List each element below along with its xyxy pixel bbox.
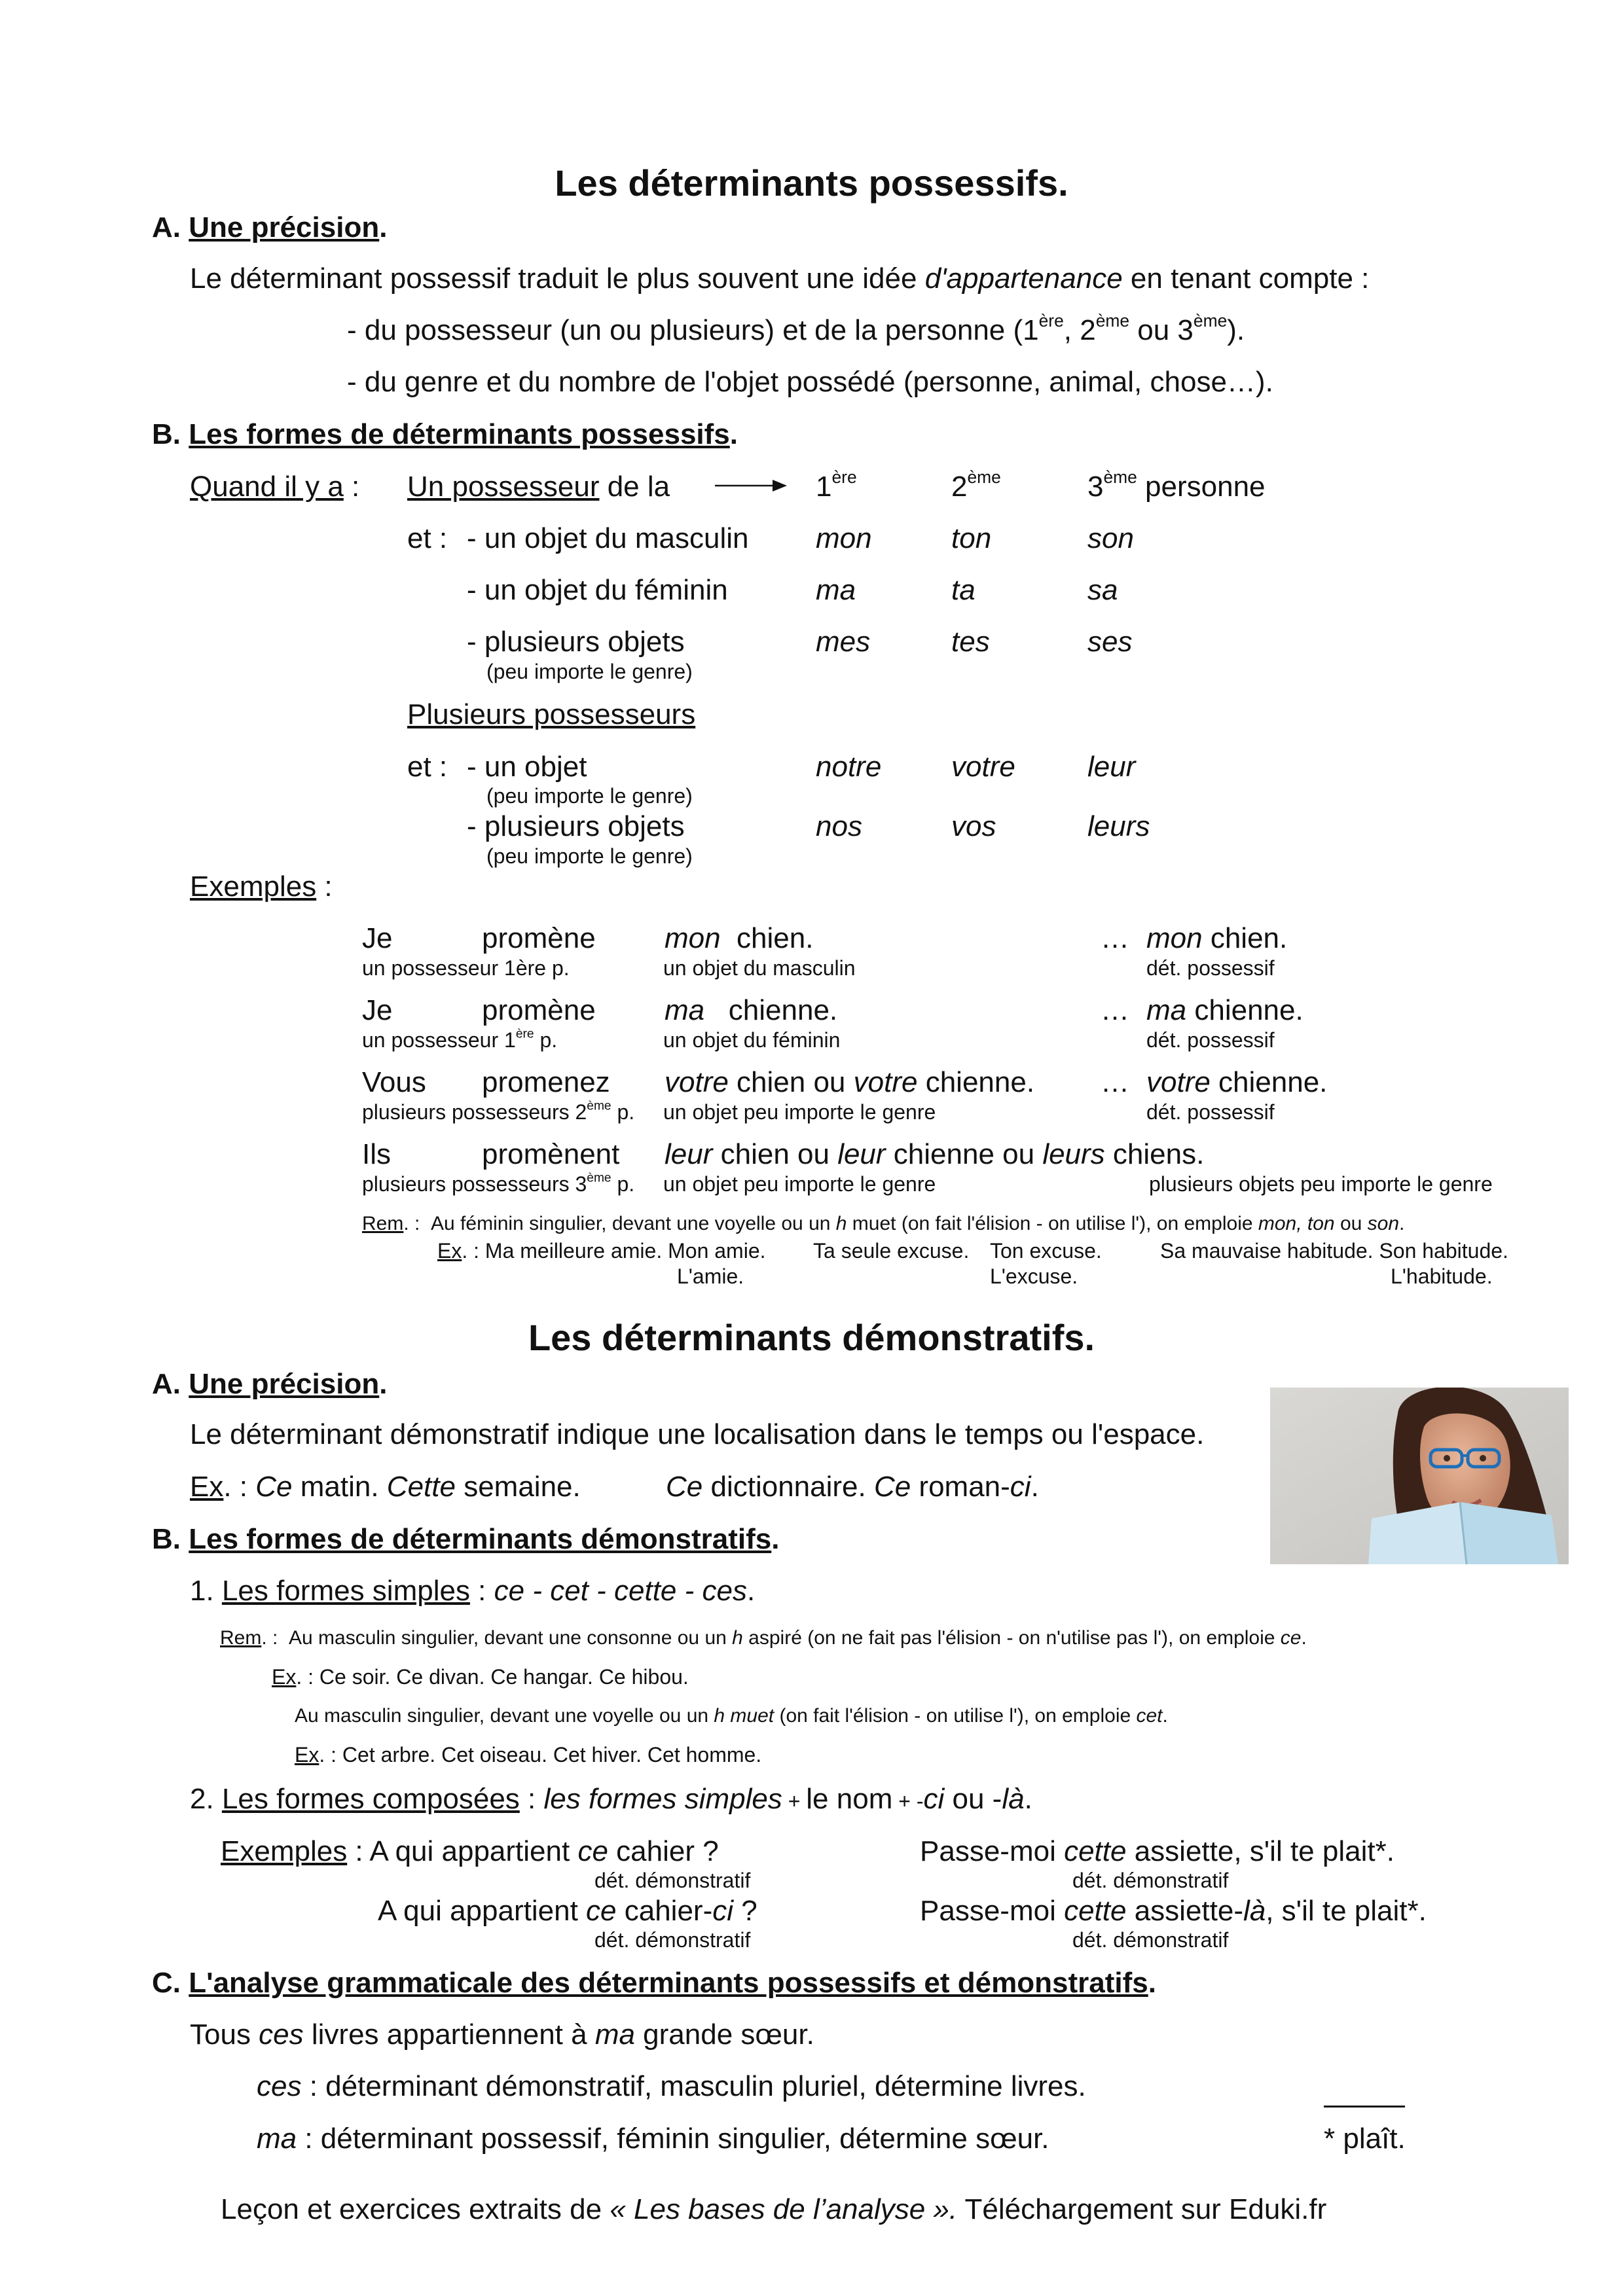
bullet-text: ). [1227, 314, 1245, 346]
ex2-subject: Je [362, 994, 393, 1026]
poss-remark: Rem. : Au féminin singulier, devant une voyelle ou un h muet (on fait l'élision - on utilise l'), on emploie mon, ton ou son. [362, 1213, 1405, 1234]
det-demo-note: dét. démonstratif [1072, 1869, 1229, 1892]
demo-exemples-4: Passe-moi cette assiette-là, s'il te plait*. [920, 1895, 1427, 1927]
form-masc-1: mon [816, 522, 872, 554]
formes-simples: 1. Les formes simples : ce - cet - cette - ces. [190, 1575, 756, 1607]
section-heading: Les formes de déterminants possessifs [189, 418, 730, 450]
ex4-subject: Ils [362, 1138, 391, 1170]
demo-remark-2: Au masculin singulier, devant une voyelle ou un h muet (on fait l'élision - on utilise l'), on emploie cet. [295, 1705, 1168, 1727]
ex2-note-2: un objet du féminin [663, 1028, 841, 1052]
colon: : [343, 471, 360, 503]
footer-credit: Leçon et exercices extraits de « Les bases de l’analyse ». Téléchargement sur Eduki.fr [221, 2193, 1327, 2225]
poss-title: Les déterminants possessifs. [555, 162, 1068, 204]
analyse-line-1: ces : déterminant démonstratif, masculin pluriel, détermine livres. [257, 2070, 1086, 2102]
analyse-section: C. L'analyse grammaticale des déterminants possessifs et démonstratifs. [152, 1967, 1156, 1999]
rem-ex-1b: L'amie. [677, 1265, 744, 1288]
form-plus-objets-2: vos [951, 810, 996, 842]
arrow-right-icon [715, 478, 788, 493]
ex2-ellipsis: … [1101, 994, 1129, 1026]
det-demo-note: dét. démonstratif [594, 1869, 751, 1892]
ex2-object: ma chienne. [665, 994, 838, 1026]
exemples-text: Exemples [190, 870, 317, 903]
exemples-label [190, 872, 333, 901]
ex4-object: leur chien ou leur chienne ou leurs chiens. [665, 1138, 1205, 1170]
formes-composees: 2. Les formes composées : les formes simples + le nom + -ci ou -là. [190, 1783, 1032, 1815]
ex1-object: mon chien. [665, 922, 814, 954]
footnote-rule [1324, 2106, 1405, 2108]
ex2-repeat: ma chienne. [1146, 994, 1304, 1026]
form-plus-objets-1: nos [816, 810, 862, 842]
form-plur-1: mes [816, 626, 871, 658]
demo-remark-ex-1: Ex. : Ce soir. Ce divan. Ce hangar. Ce hibou. [272, 1665, 689, 1689]
bullet-text: , 2 [1063, 314, 1096, 346]
form-un-objet-2: votre [951, 751, 1015, 783]
ex1-ellipsis: … [1101, 922, 1129, 954]
intro-text: Le déterminant possessif traduit le plus souvent une idée [190, 262, 925, 295]
ex4-note-3: plusieurs objets peu importe le genre [1149, 1172, 1493, 1196]
demo-intro: Le déterminant démonstratif indique une localisation dans le temps ou l'espace. [190, 1418, 1205, 1450]
form-un-objet-1: notre [816, 751, 882, 783]
ex1-verb: promène [482, 922, 596, 954]
form-fem-1: ma [816, 574, 856, 606]
et-label: et : [407, 522, 448, 554]
ex3-repeat: votre chienne. [1146, 1066, 1328, 1098]
footnote: * plaît. [1324, 2123, 1406, 2155]
demo-remark-1: Rem. : Au masculin singulier, devant une consonne ou un h aspiré (on ne fait pas l'élision - on n'utilise pas l'), on emploie ce. [220, 1627, 1307, 1649]
rem-ex-4: Sa mauvaise habitude. Son habitude. [1160, 1239, 1508, 1263]
poss-section-b: B. Les formes de déterminants possessifs. [152, 418, 738, 450]
row-feminin: - un objet du féminin [467, 574, 728, 606]
ex1-note-2: un objet du masculin [663, 956, 856, 980]
colon: : [316, 870, 333, 903]
poss-section-a: A. Une précision. [152, 211, 388, 243]
sup: ème [1193, 311, 1228, 331]
analyse-line-2: ma : déterminant possessif, féminin singulier, détermine sœur. [257, 2123, 1049, 2155]
sup: ème [1095, 311, 1130, 331]
poss-bullet-2: - du genre et du nombre de l'objet possédé (personne, animal, chose…). [347, 366, 1273, 398]
demo-exemples-2: A qui appartient ce cahier-ci ? [378, 1895, 757, 1927]
rem-ex-2: Ta seule excuse. [813, 1239, 970, 1263]
quand-text: Quand il y a [190, 471, 344, 503]
form-masc-2: ton [951, 522, 992, 554]
ex1-subject: Je [362, 922, 393, 954]
section-heading: Une précision [189, 211, 380, 243]
form-un-objet-3: leur [1087, 751, 1136, 783]
row-plusieurs-objets: - plusieurs objets [467, 810, 685, 842]
ex2-note-1: un possesseur 1ère p. [362, 1027, 558, 1052]
bullet-text: ou 3 [1129, 314, 1194, 346]
intro-text-end: en tenant compte : [1122, 262, 1370, 295]
ex4-verb: promènent [482, 1138, 620, 1170]
demo-exemples-1: Exemples : A qui appartient ce cahier ? [221, 1835, 719, 1867]
note-peu-importe: (peu importe le genre) [486, 784, 693, 808]
poss-remark-example: Ex. : Ma meilleure amie. Mon amie. [437, 1239, 766, 1263]
ex3-note-2: un objet peu importe le genre [663, 1100, 936, 1124]
ex1-note-1: un possesseur 1ère p. [362, 956, 570, 980]
bullet-text: - du possesseur (un ou plusieurs) et de la personne (1 [347, 314, 1039, 346]
un-possesseur: Un possesseur [407, 471, 600, 503]
demo-exemples-3: Passe-moi cette assiette, s'il te plait*. [920, 1835, 1395, 1867]
form-masc-3: son [1087, 522, 1134, 554]
poss-intro [190, 264, 1369, 293]
ex2-note-3: dét. possessif [1146, 1028, 1275, 1052]
poss-bullet-1 [347, 311, 1245, 346]
form-fem-2: ta [951, 574, 976, 606]
rem-ex-4b: L'habitude. [1391, 1265, 1493, 1288]
ex3-subject: Vous [362, 1066, 426, 1098]
rem-ex-3: Ton excuse. [990, 1239, 1102, 1263]
de-la: de la [599, 471, 670, 503]
analyse-sentence: Tous ces livres appartiennent à ma grande sœur. [190, 2018, 814, 2051]
ex3-note-3: dét. possessif [1146, 1100, 1275, 1124]
section-letter: B. [152, 418, 181, 450]
demo-title: Les déterminants démonstratifs. [528, 1317, 1095, 1358]
ex3-object: votre chien ou votre chienne. [665, 1066, 1035, 1098]
form-plur-2: tes [951, 626, 990, 658]
plusieurs-possesseurs-label: Plusieurs possesseurs [407, 698, 696, 730]
ex1-note-3: dét. possessif [1146, 956, 1275, 980]
det-demo-note: dét. démonstratif [1072, 1928, 1229, 1952]
note-peu-importe: (peu importe le genre) [486, 660, 693, 683]
rem-ex-3b: L'excuse. [990, 1265, 1078, 1288]
note-peu-importe: (peu importe le genre) [486, 844, 693, 868]
ex3-note-1: plusieurs possesseurs 2ème p. [362, 1099, 635, 1124]
quand-label [190, 473, 359, 501]
demo-section-b: B. Les formes de déterminants démonstratifs. [152, 1523, 780, 1555]
row-plusieurs: - plusieurs objets [467, 626, 685, 658]
ex2-verb: promène [482, 994, 596, 1026]
row-masculin: - un objet du masculin [467, 522, 749, 554]
demo-section-a: A. Une précision. [152, 1368, 388, 1400]
det-demo-note: dét. démonstratif [594, 1928, 751, 1952]
et-label-2: et : [407, 751, 448, 783]
ex3-verb: promenez [482, 1066, 610, 1098]
ex4-note-1: plusieurs possesseurs 3ème p. [362, 1171, 635, 1196]
form-fem-3: sa [1087, 574, 1118, 606]
person-3: 3ème personne [1087, 467, 1266, 503]
section-letter: A. [152, 211, 181, 243]
demo-example-2: Ce dictionnaire. Ce roman-ci. [666, 1471, 1039, 1503]
row-un-objet: - un objet [467, 751, 587, 783]
intro-italic: d'appartenance [924, 262, 1123, 295]
person-1: 1ère [816, 467, 857, 503]
form-plus-objets-3: leurs [1087, 810, 1150, 842]
woman-reading-photo [1270, 1388, 1569, 1564]
sup: ère [1038, 311, 1064, 331]
demo-remark-ex-2: Ex. : Cet arbre. Cet oiseau. Cet hiver. Cet homme. [295, 1743, 762, 1767]
ex1-repeat: mon chien. [1146, 922, 1288, 954]
un-possesseur-label [407, 473, 670, 501]
form-plur-3: ses [1087, 626, 1133, 658]
demo-example: Ex. : Ce matin. Cette semaine. [190, 1471, 581, 1503]
ex4-note-2: un objet peu importe le genre [663, 1172, 936, 1196]
ex3-ellipsis: … [1101, 1066, 1129, 1098]
person-2: 2ème [951, 467, 1001, 503]
